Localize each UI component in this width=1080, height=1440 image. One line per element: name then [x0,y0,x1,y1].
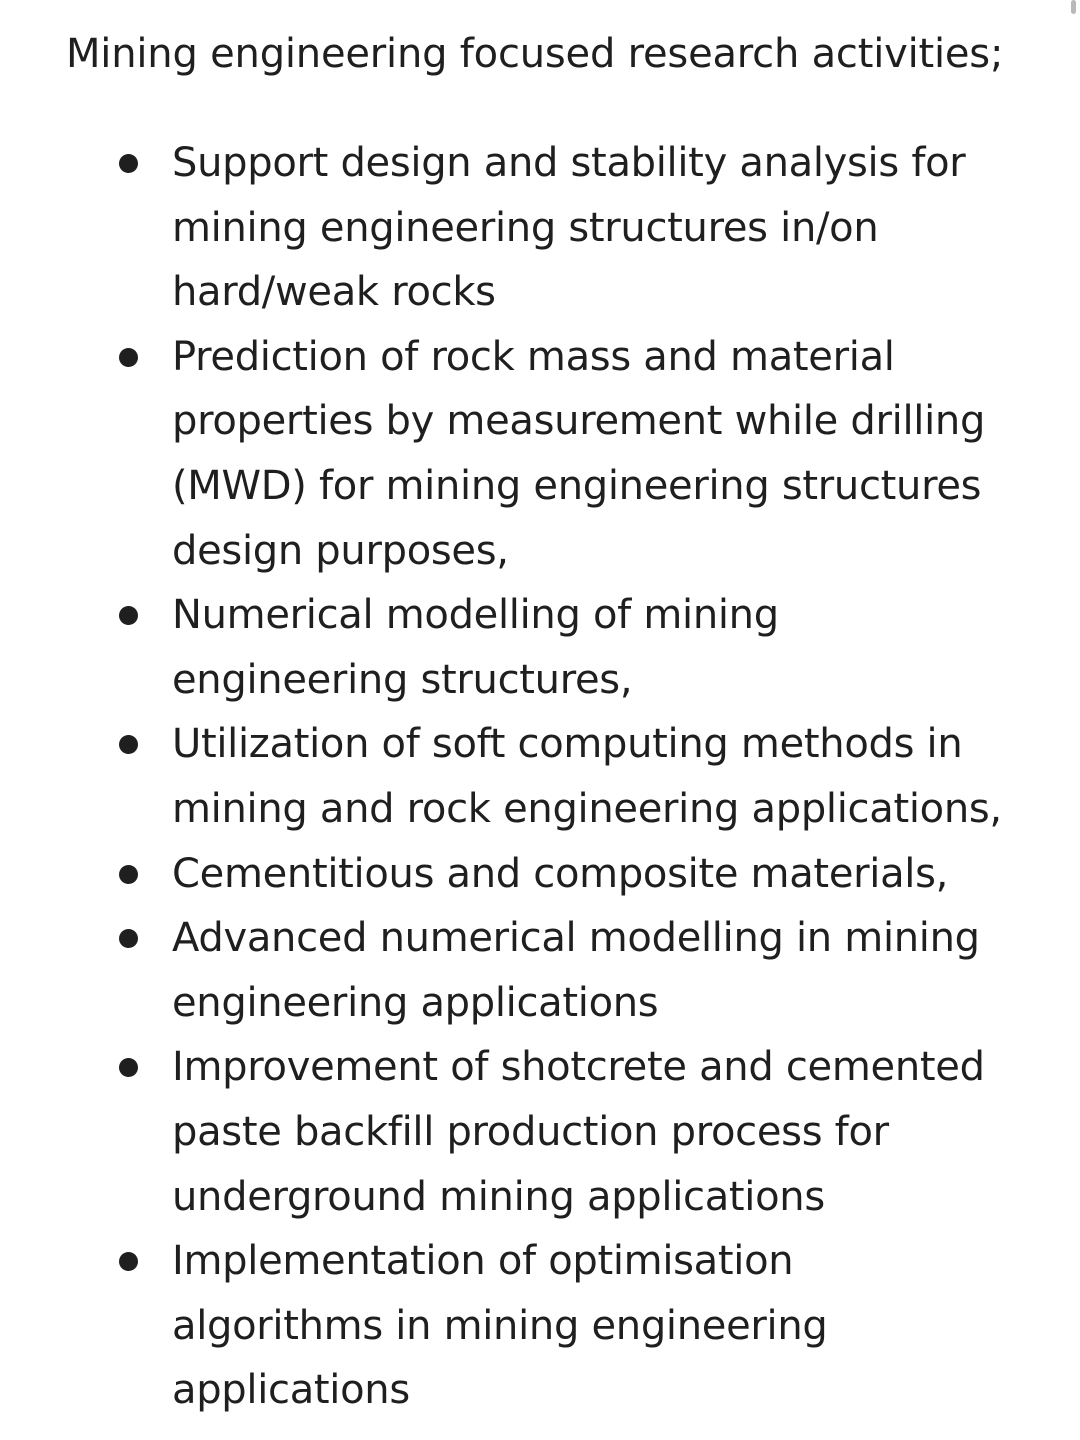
bullet-icon [119,1252,138,1271]
list-item [172,712,1022,841]
list-item [172,131,1022,325]
list-item-text: Advanced numerical modelling in mining engineering applications [172,915,980,1026]
list-item-text: Implementation of optimisation algorithms in mining engineering applications [172,1238,828,1414]
list-item [172,842,1022,907]
bullet-icon [119,154,138,173]
list-item-text: Cementitious and composite materials, [172,850,949,897]
list-item [172,1035,1022,1229]
bullet-icon [119,865,138,884]
list-item-text: Improvement of shotcrete and cemented paste backfill production process for underground mining applications [172,1044,985,1220]
list-item-text: Utilization of soft computing methods in mining and rock engineering applications, [172,721,1002,832]
section-heading: Mining engineering focused research activities; [66,31,1004,77]
scrollbar[interactable] [1071,0,1076,14]
bullet-icon [119,348,138,367]
list-item [172,1229,1022,1423]
list-item [172,325,1022,583]
list-item-text: Numerical modelling of mining engineering structures, [172,592,779,703]
bullet-icon [119,606,138,625]
list-item-text: Prediction of rock mass and material properties by measurement while drilling (MWD) for mining engineering structures design purposes, [172,333,986,574]
list-item [172,583,1022,712]
bullet-icon [119,1058,138,1077]
bullet-icon [119,735,138,754]
list-item [172,906,1022,1035]
bullet-icon [119,929,138,948]
list-item-text: Support design and stability analysis for mining engineering structures in/on hard/weak rocks [172,140,966,316]
research-activities-list [172,131,1022,1423]
